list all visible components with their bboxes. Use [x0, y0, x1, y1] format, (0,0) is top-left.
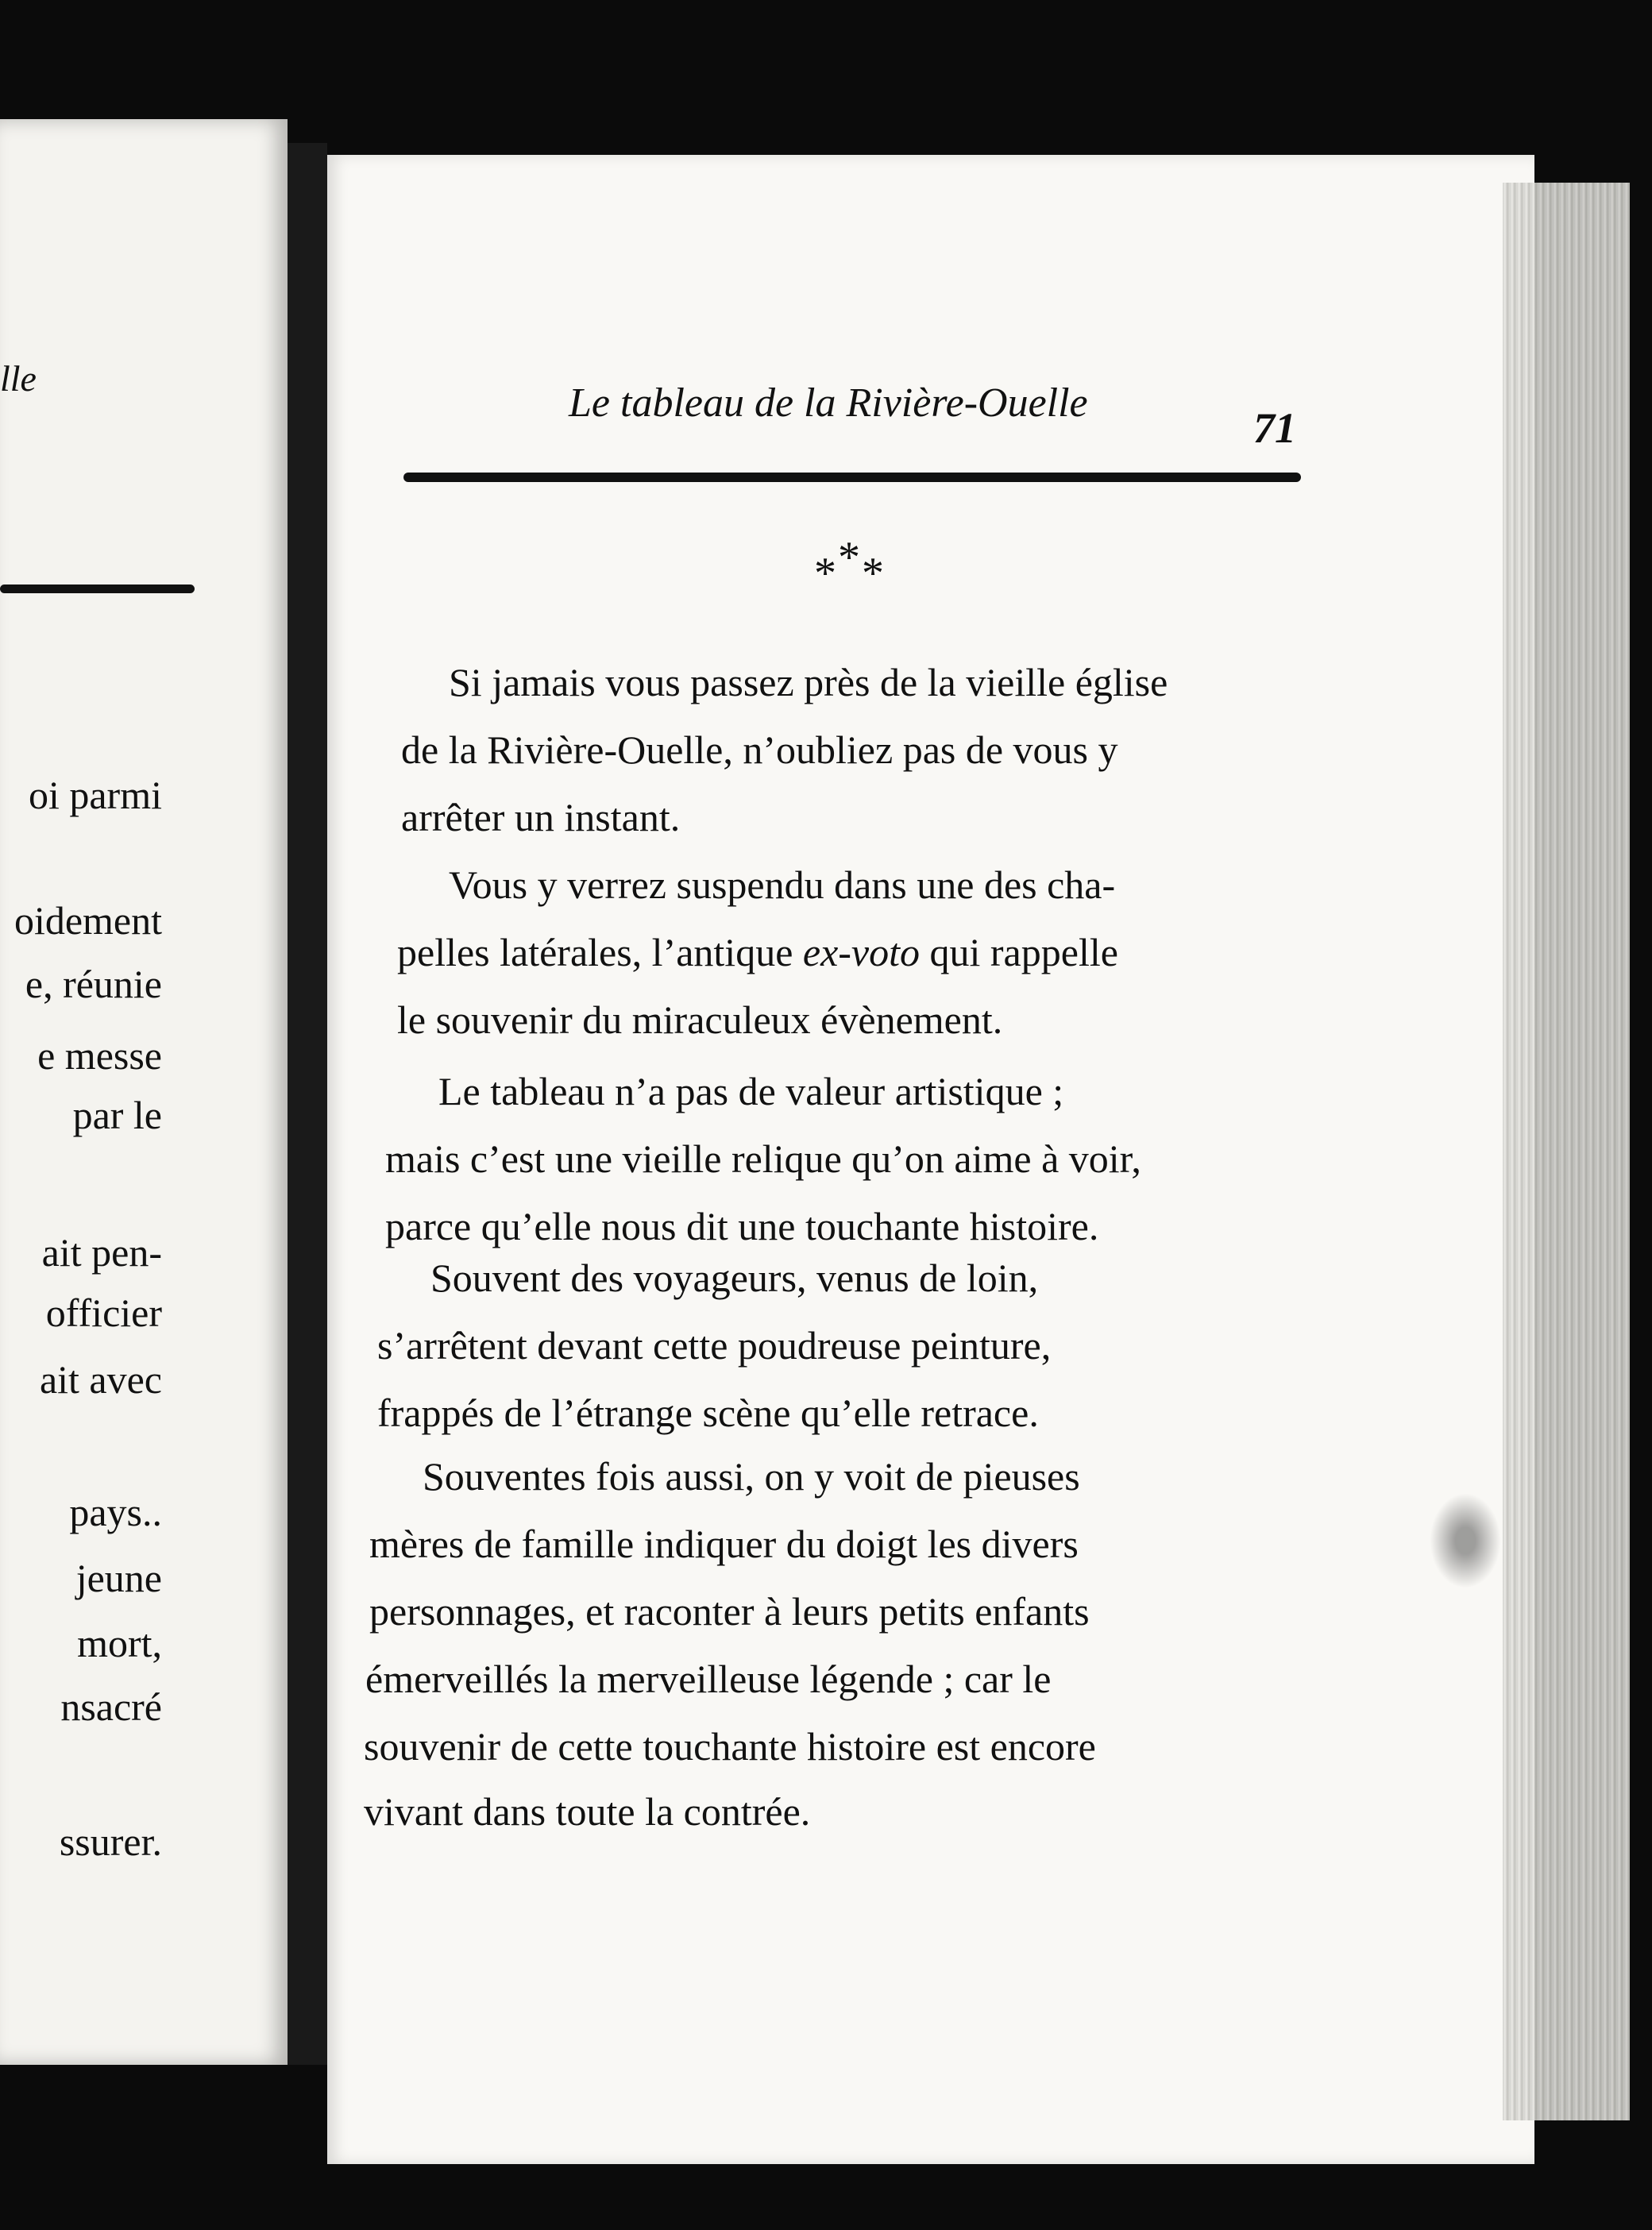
- left-line: ssurer.: [59, 1819, 162, 1864]
- body-line: le souvenir du miraculeux évènement.: [397, 997, 1003, 1042]
- left-line: mort,: [77, 1621, 162, 1665]
- body-line: frappés de l’étrange scène qu’elle retrace.: [377, 1391, 1039, 1435]
- body-line: parce qu’elle nous dit une touchante histoire.: [385, 1204, 1099, 1248]
- left-line: par le: [72, 1093, 162, 1137]
- body-line: souvenir de cette touchante histoire est encore: [364, 1724, 1096, 1769]
- asterism-star: *: [814, 549, 838, 598]
- book-gutter: [288, 143, 327, 2065]
- body-line: vivant dans toute la contrée.: [364, 1789, 811, 1834]
- header-rule: [403, 473, 1301, 482]
- body-line: [397, 929, 1118, 975]
- body-line: mères de famille indiquer du doigt les divers: [369, 1522, 1079, 1566]
- body-line: Souvent des voyageurs, venus de loin,: [430, 1256, 1039, 1300]
- body-line: Souventes fois aussi, on y voit de pieuses: [423, 1454, 1080, 1499]
- left-line: e, réunie: [25, 962, 162, 1006]
- asterism-star: *: [838, 533, 862, 582]
- left-line: oidement: [14, 898, 162, 943]
- left-line: ait avec: [39, 1357, 162, 1402]
- body-line: Si jamais vous passez près de la vieille église: [449, 660, 1168, 704]
- body-line: émerveillés la merveilleuse légende ; car le: [365, 1657, 1052, 1701]
- body-line-text: qui rappelle: [920, 930, 1118, 974]
- left-line: nsacré: [60, 1684, 162, 1729]
- asterism-star: *: [862, 549, 886, 598]
- page-edges: [1503, 183, 1630, 2120]
- left-page: [0, 119, 288, 2065]
- body-line: de la Rivière-Ouelle, n’oubliez pas de vous y: [401, 727, 1118, 772]
- left-line: e messe: [37, 1033, 162, 1078]
- running-head: Le tableau de la Rivière-Ouelle: [569, 380, 1088, 426]
- left-line: oi parmi: [28, 773, 162, 817]
- scan-blemish: [1430, 1493, 1501, 1588]
- left-running-head: lle: [0, 358, 37, 399]
- body-line: arrêter un instant.: [401, 795, 681, 839]
- left-line: ait pen-: [41, 1230, 162, 1275]
- left-header-rule: [0, 585, 195, 593]
- body-line: s’arrêtent devant cette poudreuse peinture,: [377, 1323, 1052, 1368]
- left-line: jeune: [75, 1556, 162, 1600]
- body-line: personnages, et raconter à leurs petits enfants: [369, 1589, 1090, 1634]
- asterism-divider: [814, 533, 886, 599]
- left-line: officier: [45, 1291, 162, 1335]
- body-line-text: pelles latérales, l’antique: [397, 930, 803, 974]
- page-number: 71: [1253, 404, 1296, 452]
- body-line: mais c’est une vieille relique qu’on aime à voir,: [385, 1136, 1141, 1181]
- body-line: Vous y verrez suspendu dans une des cha-: [449, 862, 1116, 907]
- left-line: pays..: [69, 1490, 162, 1534]
- body-line: Le tableau n’a pas de valeur artistique ;: [438, 1069, 1064, 1113]
- italic-term: ex-voto: [802, 930, 921, 974]
